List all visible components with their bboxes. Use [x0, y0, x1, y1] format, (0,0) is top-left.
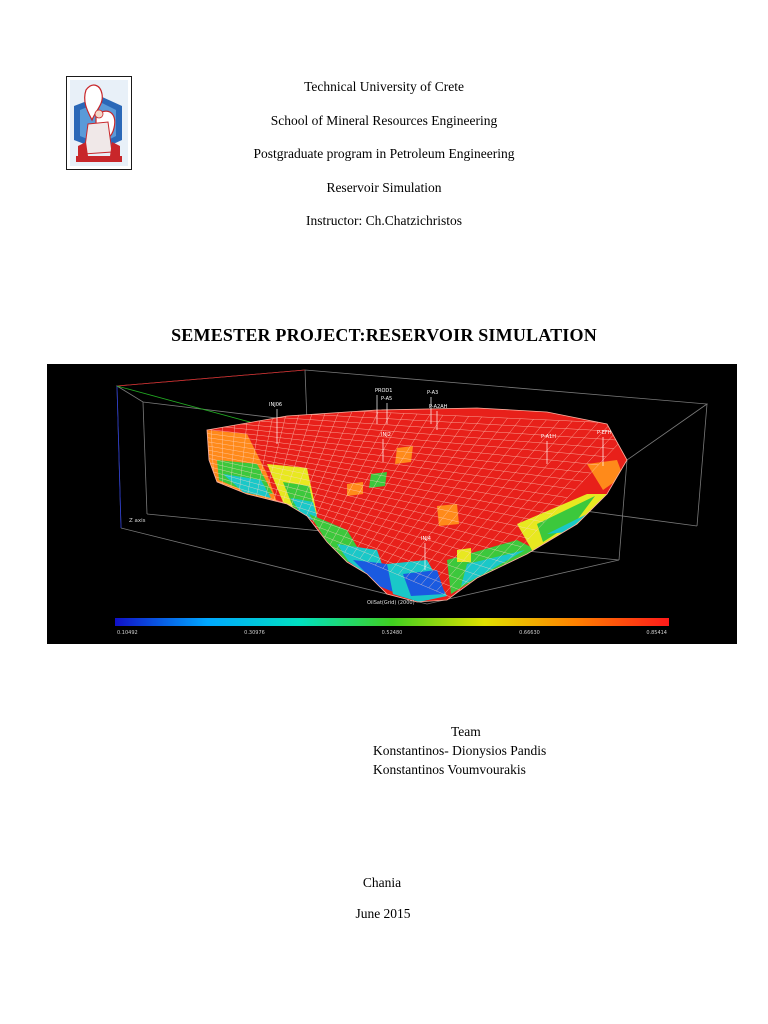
- program-name: Postgraduate program in Petroleum Engineering: [253, 146, 515, 161]
- color-bar-tick-label: 0.85414: [646, 630, 667, 636]
- color-bar-tick-label: 0.30976: [244, 630, 265, 636]
- color-bar-tick-label: 0.66630: [519, 630, 540, 636]
- well-label: P-A1H: [541, 434, 556, 440]
- university-name: Technical University of Crete: [304, 79, 464, 94]
- well-label: INJ4: [421, 536, 431, 542]
- color-bar: [115, 618, 669, 626]
- well-label: P-A2AH: [429, 404, 448, 410]
- well-label: INJ06: [269, 402, 283, 408]
- school-name: School of Mineral Resources Engineering: [270, 112, 498, 128]
- team-block: [373, 722, 546, 779]
- reservoir-simulation-figure: [47, 364, 737, 644]
- well-label: P-EFH: [597, 430, 612, 436]
- color-bar-tick-label: 0.52480: [381, 630, 403, 636]
- place: Chania: [362, 875, 402, 890]
- date: June 2015: [355, 906, 411, 921]
- reservoir-surface: [147, 394, 667, 624]
- color-bar-ticks: [117, 630, 667, 636]
- well-label: P-A5: [381, 396, 393, 402]
- axis-label: Z axis: [129, 518, 146, 524]
- well-label: PROD1: [375, 388, 393, 394]
- grid-label: OilSat(Grid) (2000): [367, 600, 415, 606]
- team-heading: Team: [451, 724, 481, 739]
- header-block: [0, 70, 768, 238]
- well-label: INJ2: [381, 432, 391, 438]
- document-title: SEMESTER PROJECT:RESERVOIR SIMULATION: [171, 325, 597, 345]
- instructor-name: Instructor: Ch.Chatzichristos: [306, 213, 462, 228]
- team-member: Konstantinos Voumvourakis: [373, 762, 526, 777]
- team-member: Konstantinos- Dionysios Pandis: [373, 743, 547, 758]
- well-label: P-A3: [427, 390, 439, 396]
- course-name: Reservoir Simulation: [326, 179, 442, 195]
- color-bar-tick-label: 0.10492: [117, 630, 138, 636]
